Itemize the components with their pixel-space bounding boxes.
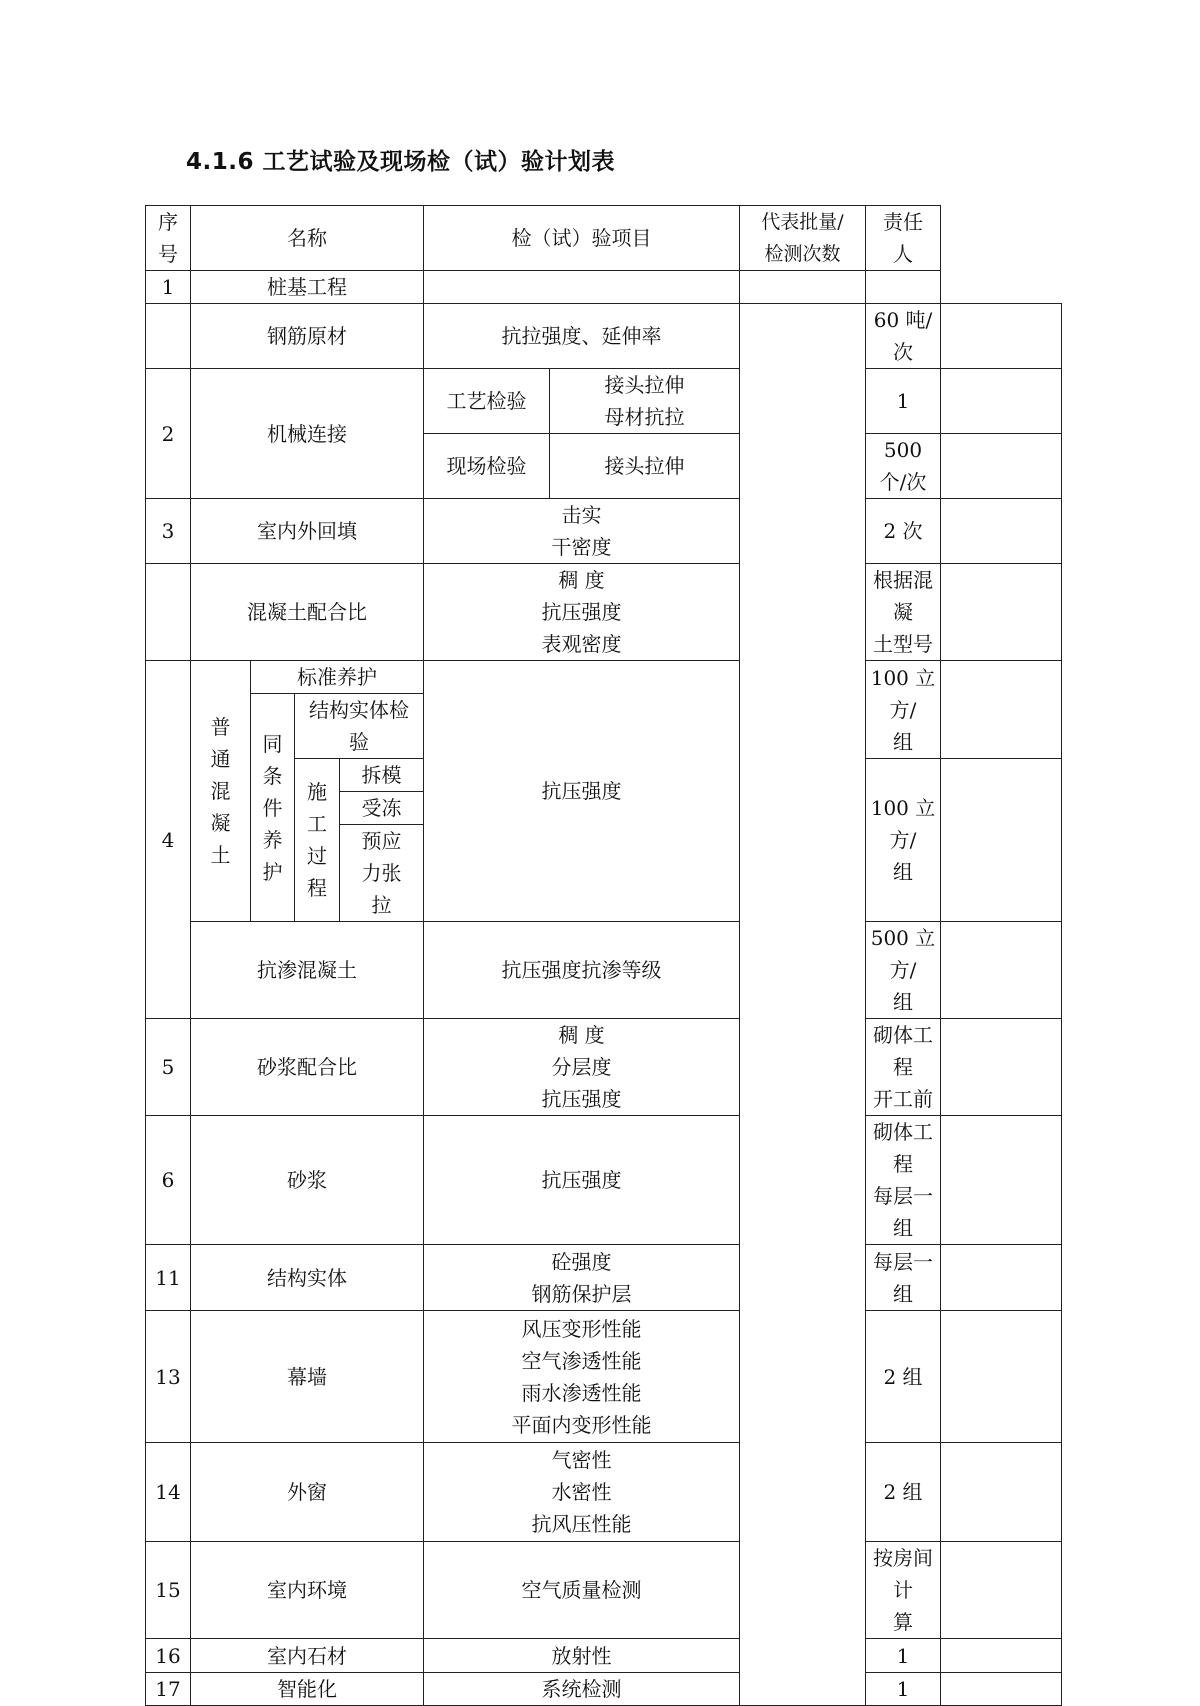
row-seq	[146, 304, 191, 369]
table-row	[146, 1116, 1062, 1245]
row-batch: 100 立方/ 组	[866, 661, 941, 759]
row-items: 砼强度 钢筋保护层	[424, 1245, 740, 1311]
row-batch: 100 立方/ 组	[866, 759, 941, 922]
row-seq: 1	[146, 271, 191, 304]
row-batch: 每层一组	[866, 1245, 941, 1311]
table-row	[146, 369, 1062, 434]
row-person	[941, 564, 1062, 661]
header-items: 检（试）验项目	[424, 206, 740, 271]
table-row	[146, 1542, 1062, 1639]
row-items: 抗拉强度、延伸率	[424, 304, 740, 369]
table-row	[146, 564, 1062, 661]
page-title: 4.1.6 工艺试验及现场检（试）验计划表	[186, 149, 615, 175]
row-seq: 4	[146, 661, 191, 1019]
row-person	[941, 661, 1062, 759]
test-plan-table	[145, 205, 1062, 1706]
row-name: 智能化	[191, 1673, 424, 1706]
row-items: 抗压强度抗渗等级	[424, 922, 740, 1019]
process-test-label: 工艺检验	[424, 369, 550, 434]
row-person	[941, 1673, 1062, 1706]
row-seq: 6	[146, 1116, 191, 1245]
table-row	[146, 1639, 1062, 1673]
table-row	[146, 499, 1062, 564]
construction-process-label: 施 工 过 程	[295, 759, 340, 922]
row-person	[941, 1311, 1062, 1443]
row-person	[941, 1542, 1062, 1639]
row-seq: 14	[146, 1443, 191, 1542]
row-items: 风压变形性能 空气渗透性能 雨水渗透性能 平面内变形性能	[424, 1311, 740, 1443]
row-seq: 15	[146, 1542, 191, 1639]
row-batch: 500 个/次	[866, 434, 941, 499]
row-seq: 11	[146, 1245, 191, 1311]
row-items: 接头拉伸 母材抗拉	[550, 369, 740, 434]
row-name: 室内石材	[191, 1639, 424, 1673]
row-items: 接头拉伸	[550, 434, 740, 499]
row-person	[941, 304, 1062, 369]
row-seq: 17	[146, 1673, 191, 1706]
prestress-label: 预应 力张 拉	[340, 825, 424, 922]
row-items: 抗压强度	[424, 661, 740, 922]
row-name: 室内外回填	[191, 499, 424, 564]
table-row	[146, 304, 1062, 369]
row-items: 击实 干密度	[424, 499, 740, 564]
table-row	[146, 1443, 1062, 1542]
row-items: 放射性	[424, 1639, 740, 1673]
row-name: 砂浆配合比	[191, 1019, 424, 1116]
row-batch: 2 次	[866, 499, 941, 564]
row-person	[941, 499, 1062, 564]
row-seq	[146, 564, 191, 661]
row-person	[941, 922, 1062, 1019]
row-person	[941, 1639, 1062, 1673]
row-name: 幕墙	[191, 1311, 424, 1443]
row-items: 系统检测	[424, 1673, 740, 1706]
structural-entity-label: 结构实体检 验	[295, 694, 424, 759]
row-batch	[740, 271, 866, 304]
header-seq: 序 号	[146, 206, 191, 271]
row-batch: 2 组	[866, 1443, 941, 1542]
row-name: 外窗	[191, 1443, 424, 1542]
row-seq: 2	[146, 369, 191, 499]
row-batch: 砌体工程 开工前	[866, 1019, 941, 1116]
row-person	[941, 1019, 1062, 1116]
row-person	[941, 1245, 1062, 1311]
row-batch: 按房间计 算	[866, 1542, 941, 1639]
row-name: 结构实体	[191, 1245, 424, 1311]
row-person	[941, 759, 1062, 922]
row-batch: 500 立方/ 组	[866, 922, 941, 1019]
table-row	[146, 1673, 1062, 1706]
row-name: 砂浆	[191, 1116, 424, 1245]
row-name: 混凝土配合比	[191, 564, 424, 661]
row-seq: 16	[146, 1639, 191, 1673]
site-test-label: 现场检验	[424, 434, 550, 499]
row-batch: 2 组	[866, 1311, 941, 1443]
row-batch: 根据混凝 土型号	[866, 564, 941, 661]
table-row	[146, 1245, 1062, 1311]
table-row	[146, 1311, 1062, 1443]
row-batch: 砌体工程 每层一组	[866, 1116, 941, 1245]
row-name: 机械连接	[191, 369, 424, 499]
agency-cell	[740, 304, 866, 1706]
table-row	[146, 922, 1062, 1019]
header-person: 责任 人	[866, 206, 941, 271]
row-person	[866, 271, 941, 304]
row-items: 稠 度 分层度 抗压强度	[424, 1019, 740, 1116]
table-header-row	[146, 206, 1062, 271]
row-person	[941, 369, 1062, 434]
row-seq: 13	[146, 1311, 191, 1443]
row-person	[941, 434, 1062, 499]
table-row	[146, 1019, 1062, 1116]
row-items: 气密性 水密性 抗风压性能	[424, 1443, 740, 1542]
row-batch: 1	[866, 369, 941, 434]
row-seq: 3	[146, 499, 191, 564]
row-items: 稠 度 抗压强度 表观密度	[424, 564, 740, 661]
row-items: 空气质量检测	[424, 1542, 740, 1639]
freeze-label: 受冻	[340, 792, 424, 825]
concrete-group-label: 普 通 混 凝 土	[191, 661, 251, 922]
row-seq: 5	[146, 1019, 191, 1116]
row-items	[424, 271, 740, 304]
row-person	[941, 1116, 1062, 1245]
row-person	[941, 1443, 1062, 1542]
header-name: 名称	[191, 206, 424, 271]
row-name: 桩基工程	[191, 271, 424, 304]
standard-curing-label: 标准养护	[251, 661, 424, 694]
table-row	[146, 271, 1062, 304]
row-name: 钢筋原材	[191, 304, 424, 369]
header-batch: 代表批量/ 检测次数	[740, 206, 866, 271]
row-name: 抗渗混凝土	[191, 922, 424, 1019]
table-row	[146, 661, 1062, 694]
same-condition-curing-label: 同 条 件 养 护	[251, 694, 295, 922]
row-name: 室内环境	[191, 1542, 424, 1639]
row-batch: 60 吨/次	[866, 304, 941, 369]
demold-label: 拆模	[340, 759, 424, 792]
row-items: 抗压强度	[424, 1116, 740, 1245]
row-batch: 1	[866, 1639, 941, 1673]
row-batch: 1	[866, 1673, 941, 1706]
